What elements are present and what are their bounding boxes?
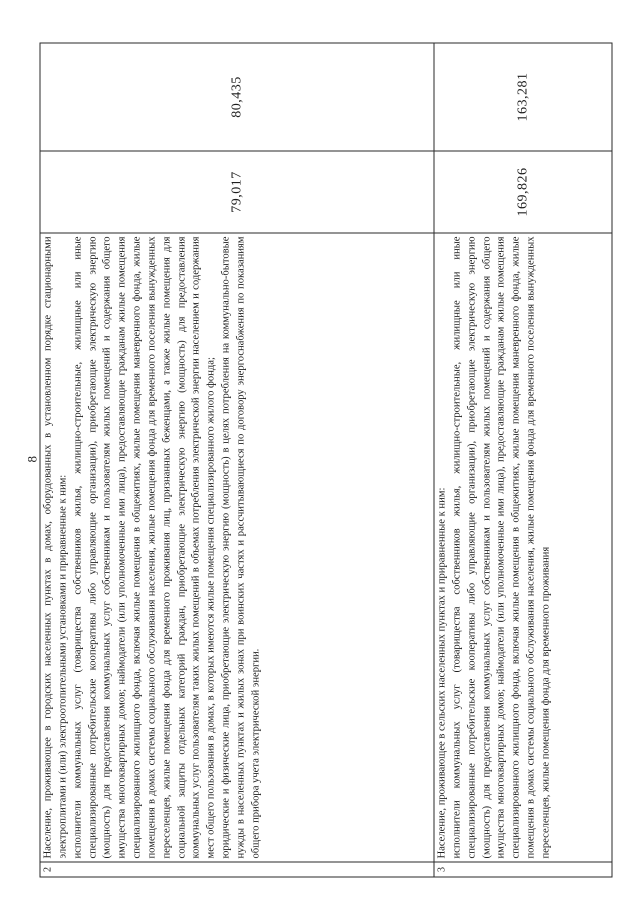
- tariff-value-second-half: 163,281: [434, 43, 612, 151]
- description-paragraph: Население, проживающее в сельских населенных пунктах и приравненные к ним:: [436, 487, 447, 858]
- tariff-value-first-half: 169,826: [434, 151, 612, 233]
- table-row: [40, 43, 434, 877]
- row-description: [434, 233, 612, 862]
- description-paragraph: исполнители коммунальных услуг (товарищества собственников жилья, жилищно-строительные, жилищные или иные специализированные потребительские кооперативы либо управляющие организации), приобретающие электрическую энергию (мощность) для предоставления коммунальных услуг собственникам и пользователям жилых помещений и содержания общего имущества многоквартирных домов; наймодатели (или уполномоченные ими лица), предоставляющие гражданам жилые помещения специализированного жилищного фонда, включая жилые помещения в общежитиях, жилые помещения маневренного фонда, жилые помещения в домах системы социального обслуживания населения, жилые помещения фонда для временного поселения вынужденных переселенцев, жилые помещения фонда для временного проживания: [450, 236, 551, 858]
- table-row: [434, 43, 612, 877]
- page-number: 8: [24, 455, 39, 462]
- tariff-value-second-half: 80,435: [40, 43, 434, 151]
- row-number: 2: [40, 862, 434, 877]
- description-paragraph: исполнители коммунальных услуг (товарищества собственников жилья, жилищно-строительные, жилищные или иные специализированные потребительские кооперативы либо управляющие организации), приобретающие электрическую энергию (мощность) для предоставления коммунальных услуг собственникам и пользователям жилых помещений и содержания общего имущества многоквартирных домов; наймодатели (или уполномоченные ими лица), предоставляющие гражданам жилые помещения специализированного жилищного фонда, включая жилые помещения в общежитиях, жилые помещения маневренного фонда, жилые помещения в домах системы социального обслуживания населения, жилые помещения фонда для временного поселения вынужденных переселенцев, жилые помещения фонда для временного проживания лиц, признанных беженцами, а также жилые помещения для социальной защиты отдельных категорий граждан, приобретающие электрическую энергию (мощность) для предоставления коммунальных услуг пользователям таких жилых помещений в объемах потребления электрической энергии населением и содержания мест общего пользования в домах, в которых имеются жилые помещения специализированного жилого фонда;: [71, 236, 217, 858]
- row-number: 3: [434, 862, 612, 877]
- tariff-value-first-half: 79,017: [40, 151, 434, 233]
- description-paragraph: юридические и физические лица, приобретающие электрическую энергию (мощность) в целях потребления на коммунально-бытовые нужды в населенных пунктах и жилых зонах при воинских частях и рассчитывающиеся по договору энергоснабжения по показаниям общего прибора учета электрической энергии.: [220, 236, 261, 858]
- row-description: [40, 233, 434, 862]
- description-paragraph: Население, проживающее в городских населенных пунктах в домах, оборудованных в установленном порядке стационарными электроплитами и (или) электроотопительными установками и приравненные к ним:: [42, 236, 68, 858]
- tariff-table: [39, 42, 612, 877]
